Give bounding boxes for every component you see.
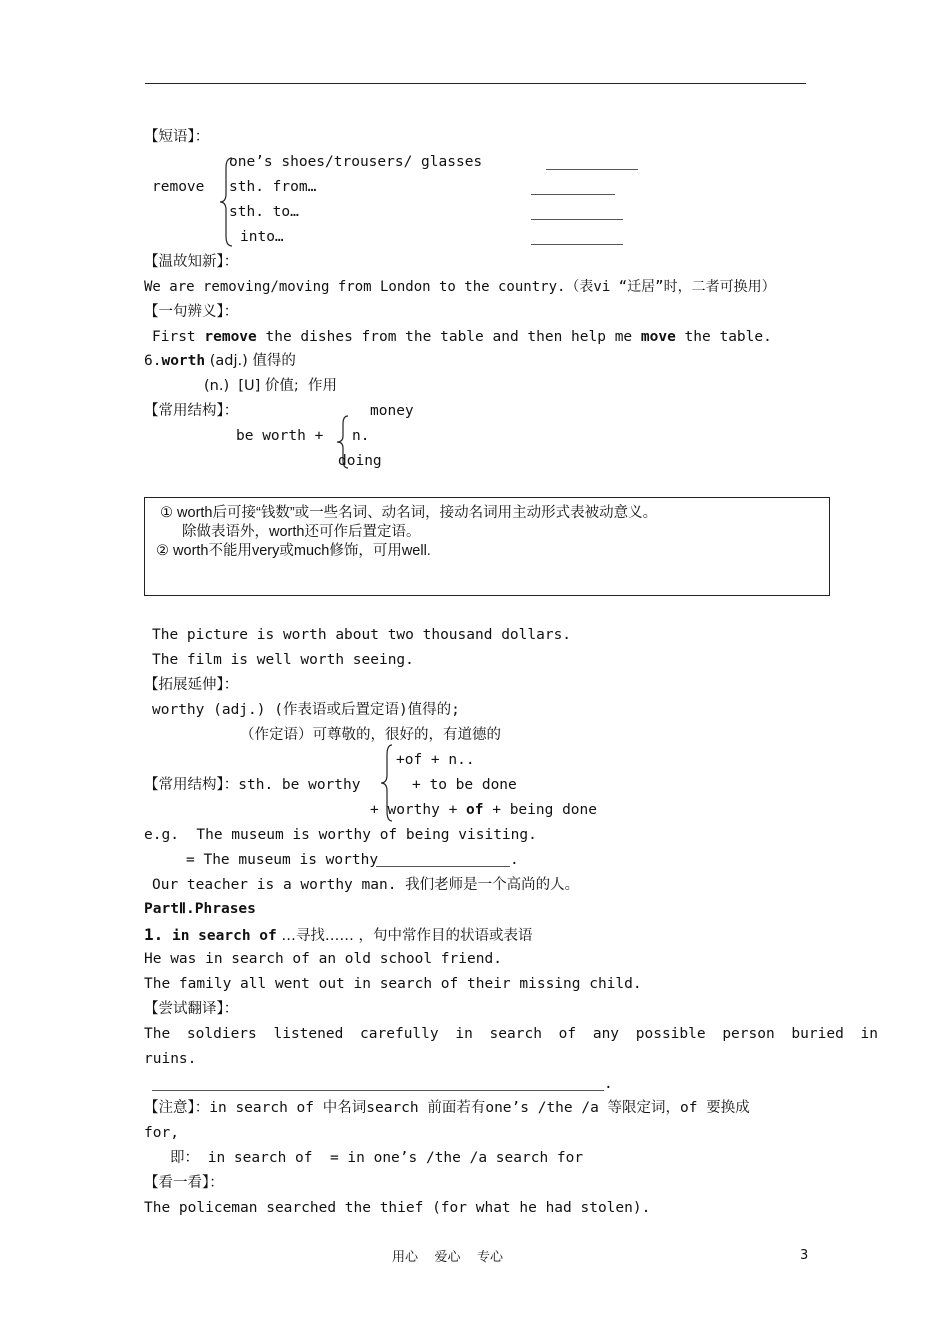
footer-text: 用心 爱心 专心 xyxy=(392,1250,504,1265)
phrase-1-heading: 1. in search of …寻找…… ，句中常作目的状语或表语 xyxy=(144,925,533,944)
try-sentence-line-1: The soldiers listened carefully in search of any possible person buried in xyxy=(144,1026,879,1042)
eg-line: e.g. The museum is worthy of being visiting. xyxy=(144,827,537,843)
review-sentence: We are removing/moving from London to the country.（表vi “迁居”时，二者可换用） xyxy=(144,279,776,295)
extend-heading: 【拓展延伸】： xyxy=(144,677,239,693)
worth-noun: (n.) [U] 价值; 作用 xyxy=(204,378,337,394)
try-heading: 【尝试翻译】： xyxy=(144,1001,239,1017)
note-line-1: ① worth后可接“钱数”或一些名词、动名词，接动名词用主动形式表被动意义。 xyxy=(160,505,658,521)
distinguish-sentence: First remove the dishes from the table and then help me move the table. xyxy=(152,329,772,345)
remove-word: remove xyxy=(152,179,205,195)
answer-blank-2 xyxy=(531,194,615,195)
worth-option-doing: doing xyxy=(338,453,382,469)
translation-blank-end: . xyxy=(604,1076,613,1092)
example-1: The picture is worth about two thousand dollars. xyxy=(152,627,572,643)
worthy-option-2: + to be done xyxy=(412,777,517,793)
remove-item-3: sth. to… xyxy=(229,204,299,220)
review-heading: 【温故知新】： xyxy=(144,254,239,270)
phrases-heading: 【短语】： xyxy=(144,129,210,145)
phrase-1-example-1: He was in search of an old school friend. xyxy=(144,951,502,967)
attention-line-2: for, xyxy=(144,1125,179,1141)
worthy-option-1: +of + n.. xyxy=(396,752,475,768)
worth-option-noun: n. xyxy=(352,428,370,444)
teacher-line: Our teacher is a worthy man. 我们老师是一个高尚的人。 xyxy=(152,877,580,893)
note-line-3: ② worth不能用very或much修饰，可用well. xyxy=(156,543,431,559)
look-sentence: The policeman searched the thief (for what he had stolen). xyxy=(144,1200,651,1216)
eg-equivalent: = The museum is worthy xyxy=(186,852,379,868)
remove-item-2: sth. from… xyxy=(229,179,317,195)
eg-blank xyxy=(376,866,510,867)
be-worth: be worth + xyxy=(236,428,324,444)
translation-blank xyxy=(152,1090,604,1091)
eg-equivalent-end: . xyxy=(510,852,519,868)
worthy-structure-heading: 【常用结构】：sth. be worthy xyxy=(144,777,361,793)
worth-heading: 6.worth (adj.) 值得的 xyxy=(144,353,296,369)
note-line-2: 除做表语外，worth还可作后置定语。 xyxy=(182,524,421,540)
phrase-1-example-2: The family all went out in search of their missing child. xyxy=(144,976,642,992)
look-heading: 【看一看】： xyxy=(144,1175,224,1191)
worthy-line: worthy (adj.) (作表语或后置定语)值得的; xyxy=(152,702,460,718)
example-2: The film is well worth seeing. xyxy=(152,652,414,668)
answer-blank-3 xyxy=(531,219,623,220)
attention-line-3: 即： in search of = in one’s /the /a search for xyxy=(170,1150,584,1166)
try-sentence-line-2: ruins. xyxy=(144,1051,197,1067)
header-rule xyxy=(145,83,806,84)
part-two-heading: PartⅡ.Phrases xyxy=(144,901,256,917)
answer-blank-1 xyxy=(546,169,638,170)
worth-option-money: money xyxy=(370,403,414,419)
attention-line-1: 【注意】：in search of 中名词search 前面若有one’s /the /a 等限定词，of 要换成 xyxy=(144,1100,750,1116)
structure-heading: 【常用结构】： xyxy=(144,403,239,419)
note-box xyxy=(144,497,830,596)
worthy-option-3: + worthy + of + being done xyxy=(370,802,597,818)
answer-blank-4 xyxy=(531,244,623,245)
remove-item-4: into… xyxy=(240,229,284,245)
worthy-line-2: （作定语）可尊敬的，很好的，有道德的 xyxy=(240,727,501,743)
distinguish-heading: 【一句辨义】： xyxy=(144,304,239,320)
remove-item-1: one’s shoes/trousers/ glasses xyxy=(229,154,483,170)
page-number: 3 xyxy=(800,1248,809,1263)
